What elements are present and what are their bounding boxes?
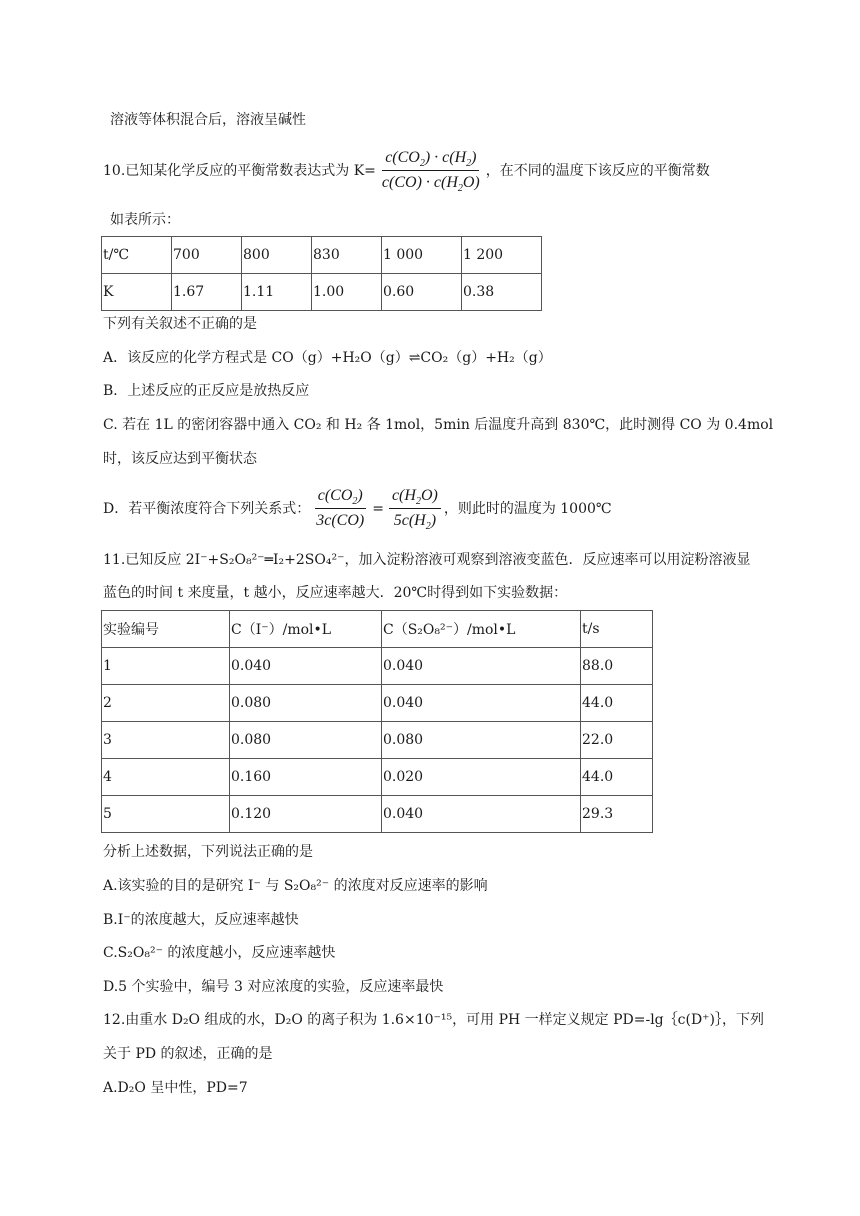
equals-sign: = xyxy=(372,500,384,517)
q12-line1: 12.由重水 D₂O 组成的水，D₂O 的离子积为 1.6×10⁻¹⁵，可用 PH 一样定义规定 PD=-lg｛c(D⁺)｝，下列 xyxy=(103,1012,765,1028)
table-cell: 2 xyxy=(102,685,230,722)
table-cell: 0.080 xyxy=(230,722,382,759)
table-cell: t/s xyxy=(581,611,653,648)
table-row xyxy=(102,722,653,759)
q11-option-a: A.该实验的目的是研究 I⁻ 与 S₂O₈²⁻ 的浓度对反应速率的影响 xyxy=(103,878,488,894)
table-cell: 0.040 xyxy=(230,648,382,685)
table-cell: 0.040 xyxy=(382,796,581,833)
q12-option-a: A.D₂O 呈中性，PD=7 xyxy=(103,1080,248,1096)
k-temperature-table xyxy=(101,236,542,311)
table-cell: 3 xyxy=(102,722,230,759)
table-row xyxy=(102,274,542,311)
q10-prefix: 10.已知某化学反应的平衡常数表达式为 K= xyxy=(103,162,376,179)
q11-option-d: D.5 个实验中，编号 3 对应浓度的实验，反应速率最快 xyxy=(103,979,444,995)
q12-line2: 关于 PD 的叙述，正确的是 xyxy=(103,1046,273,1062)
fraction-left: $\frac{c(CO_2)}{3c(CO)}$ xyxy=(316,487,365,529)
table-cell: 0.60 xyxy=(382,274,462,311)
q10-line2: 如表所示： xyxy=(110,212,180,228)
table-cell: 0.020 xyxy=(382,759,581,796)
table-cell: 22.0 xyxy=(581,722,653,759)
table-cell: 88.0 xyxy=(581,648,653,685)
q11-option-b: B.I⁻的浓度越大，反应速率越快 xyxy=(103,912,299,928)
table-cell: 44.0 xyxy=(581,685,653,722)
q11-line1: 11.已知反应 2I⁻+S₂O₈²⁻═I₂+2SO₄²⁻，加入淀粉溶液可观察到溶液变蓝色．反应速率可以用淀粉溶液显 xyxy=(103,552,751,568)
q11-question: 分析上述数据，下列说法正确的是 xyxy=(103,844,313,860)
table-cell: 1 200 xyxy=(462,237,542,274)
table-cell: 5 xyxy=(102,796,230,833)
equilibrium-constant-formula: $\frac{c(CO_2) \cdot c(H_2)}{c(CO) \cdot c(H_2O)}$ xyxy=(381,149,480,195)
table-cell: 1 xyxy=(102,648,230,685)
table-cell: K xyxy=(102,274,172,311)
table-cell: 实验编号 xyxy=(102,611,230,648)
table-cell: 44.0 xyxy=(581,759,653,796)
q10-option-a: A．该反应的化学方程式是 CO（g）+H₂O（g）⇌CO₂（g）+H₂（g） xyxy=(103,350,552,366)
table-cell: 700 xyxy=(172,237,242,274)
table-cell: C（S₂O₈²⁻）/mol•L xyxy=(382,611,581,648)
table-cell: 0.040 xyxy=(382,685,581,722)
table-row xyxy=(102,759,653,796)
table-cell: 1.11 xyxy=(242,274,312,311)
table-cell: 4 xyxy=(102,759,230,796)
table-cell: 29.3 xyxy=(581,796,653,833)
table-cell: 800 xyxy=(242,237,312,274)
table-cell: 0.080 xyxy=(230,685,382,722)
table-cell: C（I⁻）/mol•L xyxy=(230,611,382,648)
q11-line2: 蓝色的时间 t 来度量，t 越小，反应速率越大．20℃时得到如下实验数据： xyxy=(103,585,568,601)
table-row xyxy=(102,685,653,722)
table-cell: 0.080 xyxy=(382,722,581,759)
table-row xyxy=(102,611,653,648)
q10-option-c: C. 若在 1L 的密闭容器中通入 CO₂ 和 H₂ 各 1mol，5min 后温度升高到 830℃，此时测得 CO 为 0.4mol xyxy=(103,417,774,433)
experiment-data-table xyxy=(101,610,653,833)
table-cell: 1.67 xyxy=(172,274,242,311)
q10-option-d-suffix: ，则此时的温度为 1000℃ xyxy=(443,500,612,517)
table-cell: 0.040 xyxy=(382,648,581,685)
fraction-right: $\frac{c(H_2O)}{5c(H_2)}$ xyxy=(389,486,441,531)
q10-option-c-cont: 时，该反应达到平衡状态 xyxy=(103,451,257,467)
table-cell: 1 000 xyxy=(382,237,462,274)
q10-question: 下列有关叙述不正确的是 xyxy=(103,316,257,332)
table-cell: 830 xyxy=(312,237,382,274)
table-cell: 0.38 xyxy=(462,274,542,311)
table-cell: 0.160 xyxy=(230,759,382,796)
table-cell: 0.120 xyxy=(230,796,382,833)
q10-option-d-prefix: D．若平衡浓度符合下列关系式： xyxy=(103,500,311,517)
table-row xyxy=(102,796,653,833)
q10-suffix: ，在不同的温度下该反应的平衡常数 xyxy=(485,162,710,179)
q10-option-b: B．上述反应的正反应是放热反应 xyxy=(103,383,310,399)
q10-stem xyxy=(103,148,710,193)
table-cell: 1.00 xyxy=(312,274,382,311)
table-row xyxy=(102,648,653,685)
q10-option-d xyxy=(103,486,612,531)
table-cell: t/℃ xyxy=(102,237,172,274)
continuation-text: 溶液等体积混合后，溶液呈碱性 xyxy=(110,112,306,128)
q11-option-c: C.S₂O₈²⁻ 的浓度越小，反应速率越快 xyxy=(103,945,336,961)
table-row xyxy=(102,237,542,274)
